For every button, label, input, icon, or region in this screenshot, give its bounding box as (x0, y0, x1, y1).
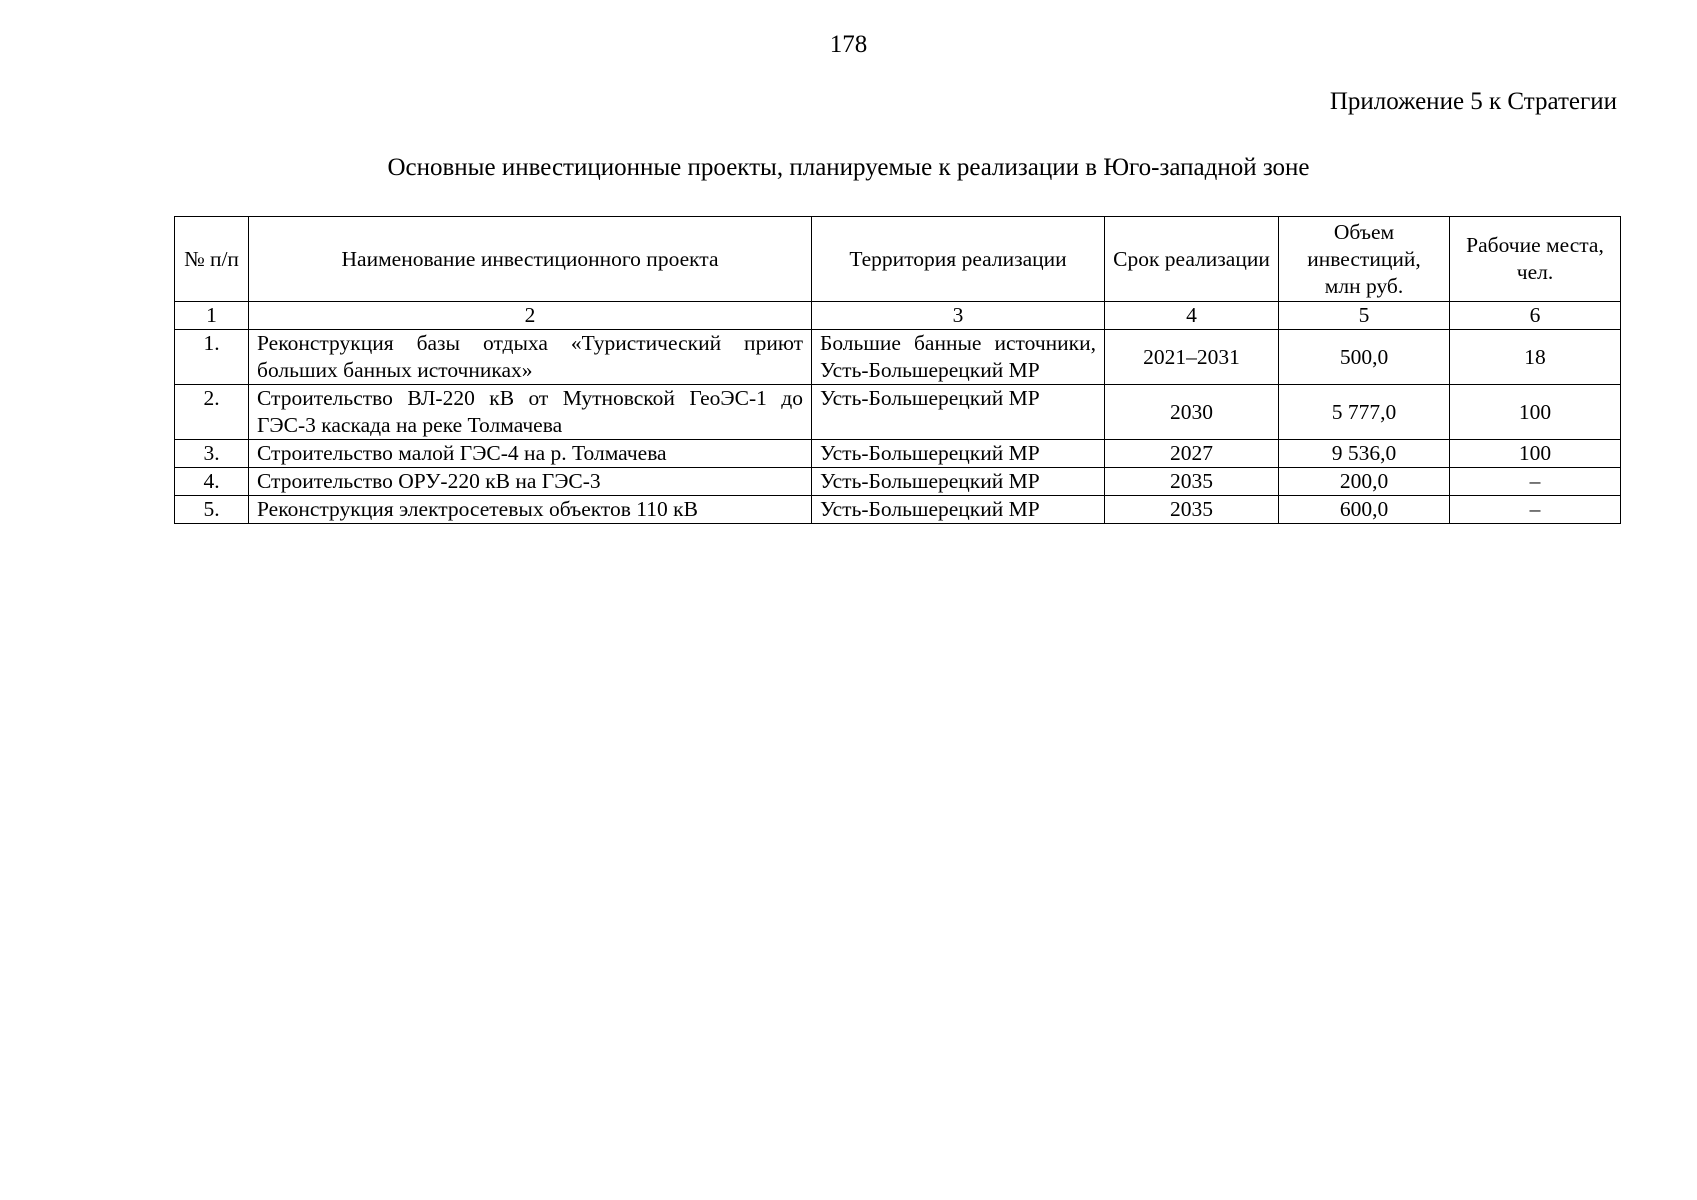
row-number: 5. (175, 496, 249, 524)
project-period: 2021–2031 (1105, 330, 1279, 385)
project-jobs: – (1450, 468, 1621, 496)
column-number-row (175, 302, 1621, 330)
appendix-label: Приложение 5 к Стратегии (1329, 88, 1617, 115)
project-investment: 5 777,0 (1279, 385, 1450, 440)
project-territory: Усть-Большерецкий МР (812, 468, 1105, 496)
project-territory: Усть-Большерецкий МР (812, 496, 1105, 524)
table-row (175, 468, 1621, 496)
header-num: № п/п (175, 217, 249, 302)
row-number: 3. (175, 440, 249, 468)
column-number: 2 (249, 302, 812, 330)
header-jobs: Рабочие места, чел. (1450, 217, 1621, 302)
project-territory: Большие банные источники, Усть-Большерецкий МР (812, 330, 1105, 385)
document-title: Основные инвестиционные проекты, планируемые к реализации в Юго-западной зоне (387, 154, 1310, 181)
project-investment: 600,0 (1279, 496, 1450, 524)
project-name: Строительство ВЛ-220 кВ от Мутновской ГеоЭС-1 до ГЭС-3 каскада на реке Толмачева (249, 385, 812, 440)
header-row (175, 217, 1621, 302)
row-number: 2. (175, 385, 249, 440)
header-name: Наименование инвестиционного проекта (249, 217, 812, 302)
table-header (175, 217, 1621, 302)
project-jobs: 18 (1450, 330, 1621, 385)
project-investment: 200,0 (1279, 468, 1450, 496)
projects-table (174, 216, 1621, 524)
project-jobs: – (1450, 496, 1621, 524)
project-period: 2030 (1105, 385, 1279, 440)
project-period: 2035 (1105, 468, 1279, 496)
header-territory: Территория реализации (812, 217, 1105, 302)
project-investment: 500,0 (1279, 330, 1450, 385)
project-period: 2035 (1105, 496, 1279, 524)
column-number: 4 (1105, 302, 1279, 330)
project-territory: Усть-Большерецкий МР (812, 385, 1105, 440)
table-row (175, 385, 1621, 440)
project-name: Строительство малой ГЭС-4 на р. Толмачева (249, 440, 812, 468)
project-jobs: 100 (1450, 385, 1621, 440)
column-number: 5 (1279, 302, 1450, 330)
page-number: 178 (829, 31, 868, 58)
row-number: 4. (175, 468, 249, 496)
table-row (175, 440, 1621, 468)
table-body (175, 302, 1621, 524)
project-name: Реконструкция базы отдыха «Туристический приют больших банных источниках» (249, 330, 812, 385)
column-number: 3 (812, 302, 1105, 330)
table-row (175, 496, 1621, 524)
row-number: 1. (175, 330, 249, 385)
column-number: 1 (175, 302, 249, 330)
table-row (175, 330, 1621, 385)
project-name: Строительство ОРУ-220 кВ на ГЭС-3 (249, 468, 812, 496)
project-territory: Усть-Большерецкий МР (812, 440, 1105, 468)
column-number: 6 (1450, 302, 1621, 330)
project-period: 2027 (1105, 440, 1279, 468)
project-jobs: 100 (1450, 440, 1621, 468)
header-investment: Объем инвестиций, млн руб. (1279, 217, 1450, 302)
project-investment: 9 536,0 (1279, 440, 1450, 468)
header-period: Срок реализации (1105, 217, 1279, 302)
project-name: Реконструкция электросетевых объектов 110 кВ (249, 496, 812, 524)
